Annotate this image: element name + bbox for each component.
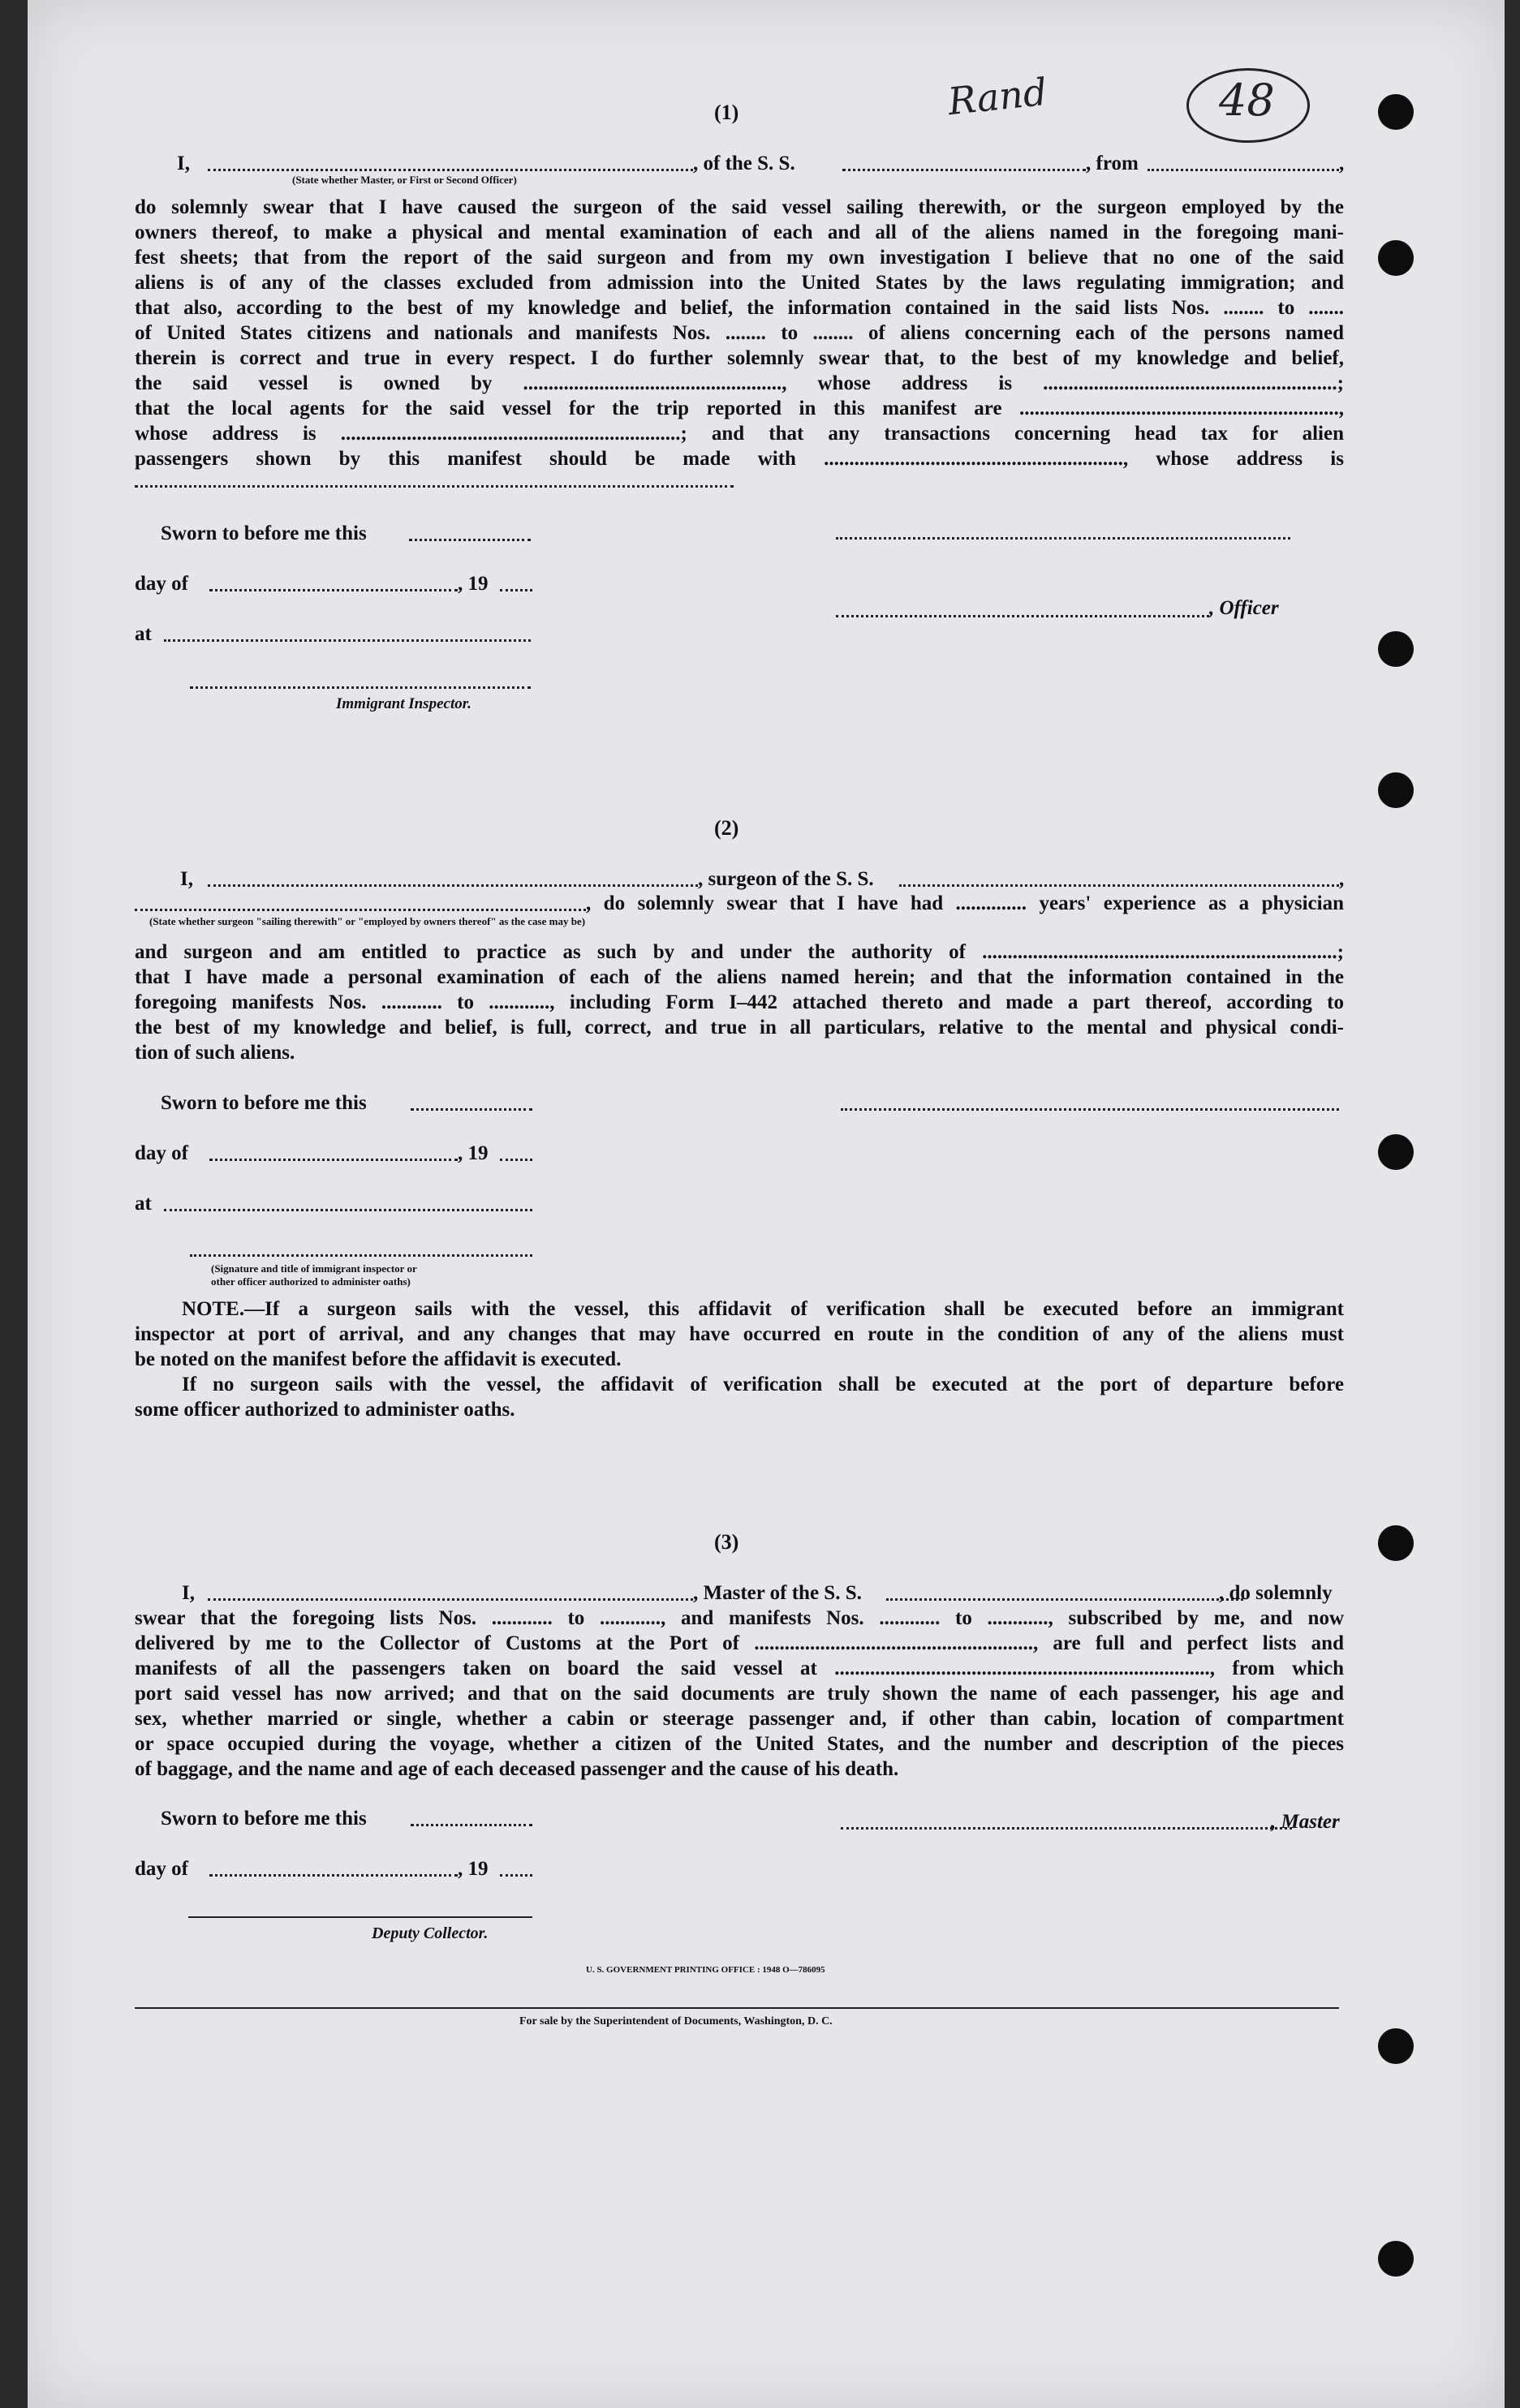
s1-body-line: owners thereof, to make a physical and mental examination of each and all of the aliens named in the foregoing mani- bbox=[135, 221, 1344, 243]
s1-body-line: whose address is ...................................................................; and that any transactions concerning head tax for alien bbox=[135, 423, 1344, 445]
s1-body-line: that the local agents for the said vessel for the trip reported in this manifest are ..............................................................., bbox=[135, 398, 1344, 419]
s1-year-field bbox=[500, 589, 532, 591]
punch-hole-5 bbox=[1378, 1134, 1414, 1170]
s2-body-line: the best of my knowledge and belief, is full, correct, and true in all particulars, relative to the mental and physical condi- bbox=[135, 1017, 1344, 1038]
s1-from: , from bbox=[1086, 153, 1139, 174]
s3-year-field bbox=[500, 1874, 532, 1877]
s3-body-line: swear that the foregoing lists Nos. ............ to ............, and manifests Nos. ............ to ............, subscribed by me, and now bbox=[135, 1607, 1344, 1629]
s2-surgeon-signature-line bbox=[841, 1108, 1339, 1111]
s3-sworn: Sworn to before me this bbox=[161, 1808, 367, 1830]
for-sale-line: For sale by the Superintendent of Documents, Washington, D. C. bbox=[519, 2015, 833, 2027]
s2-body-line: tion of such aliens. bbox=[135, 1042, 295, 1064]
s3-ship-field bbox=[886, 1598, 1243, 1601]
s1-body-line: of United States citizens and nationals and manifests Nos. ........ to ........ of aliens concerning each of the persons named bbox=[135, 322, 1344, 344]
s2-day-of: day of bbox=[135, 1142, 188, 1164]
punch-hole-3 bbox=[1378, 631, 1414, 667]
s1-of-ss: , of the S. S. bbox=[693, 153, 795, 174]
s3-sworn-field bbox=[411, 1824, 532, 1826]
s1-officer-caption: (State whether Master, or First or Second Officer) bbox=[292, 174, 517, 186]
s1-body-line: aliens is of any of the classes excluded from admission into the United States by the laws regulating immigration; and bbox=[135, 272, 1344, 294]
s1-inspector-label: Immigrant Inspector. bbox=[336, 695, 472, 712]
s1-officer-field-2 bbox=[836, 615, 1209, 617]
s3-year: , 19 bbox=[458, 1858, 489, 1880]
s1-day-of: day of bbox=[135, 573, 188, 595]
s2-inspector-signature-line bbox=[190, 1254, 532, 1257]
s3-i: I, bbox=[182, 1582, 195, 1604]
s3-deputy-label: Deputy Collector. bbox=[372, 1924, 489, 1942]
s2-body-line: foregoing manifests Nos. ............ to ............, including Form I–442 attached thereto and made a part thereof, according to bbox=[135, 991, 1344, 1013]
s3-body-line: manifests of all the passengers taken on board the said vessel at .........................................................................., from which bbox=[135, 1658, 1344, 1679]
s2-at: at bbox=[135, 1193, 152, 1215]
s2-end: , bbox=[1339, 868, 1345, 890]
s2-body-line: that I have made a personal examination of each of the aliens named herein; and that the information contained in the bbox=[135, 966, 1344, 988]
s3-master-of-ss: , Master of the S. S. bbox=[693, 1582, 862, 1604]
s1-inspector-signature-line bbox=[190, 686, 531, 689]
s1-body-line: that also, according to the best of my knowledge and belief, the information contained in the said lists Nos. ........ to ....... bbox=[135, 297, 1344, 319]
s2-at-field bbox=[164, 1209, 532, 1211]
s2-surgeon-of-ss: , surgeon of the S. S. bbox=[698, 868, 874, 890]
s1-at-field bbox=[164, 639, 531, 642]
s2-surgeon-name-field bbox=[208, 884, 698, 887]
section-1-number: (1) bbox=[714, 101, 739, 124]
s3-master-signature-line bbox=[841, 1827, 1292, 1830]
s3-master-name-field bbox=[208, 1598, 693, 1601]
s2-sig-caption-2: other officer authorized to administer oaths) bbox=[211, 1275, 411, 1288]
s3-day-field bbox=[209, 1874, 458, 1877]
s2-note-line: NOTE.—If a surgeon sails with the vessel, this affidavit of verification shall be executed before an immigrant bbox=[182, 1298, 1344, 1320]
s2-note-line: inspector at port of arrival, and any changes that may have occurred en route in the condition of any of the aliens must bbox=[135, 1323, 1344, 1345]
s1-day-field bbox=[209, 589, 458, 591]
s1-ship-field bbox=[842, 169, 1086, 171]
form-page bbox=[28, 0, 1505, 2408]
s1-year: , 19 bbox=[458, 573, 489, 595]
s1-officer-label: , Officer bbox=[1209, 597, 1279, 619]
punch-hole-1 bbox=[1378, 94, 1414, 130]
s3-body-line: port said vessel has now arrived; and that on the said documents are truly shown the name of each passenger, his age and bbox=[135, 1683, 1344, 1705]
s3-master-label: , Master bbox=[1271, 1811, 1340, 1833]
s1-officer-signature-line bbox=[836, 537, 1290, 540]
footer-rule bbox=[135, 2007, 1339, 2009]
s1-body-line: therein is correct and true in every respect. I do further solemnly swear that, to the best of my knowledge and belief, bbox=[135, 347, 1344, 369]
s1-sworn-field bbox=[409, 539, 531, 541]
punch-hole-7 bbox=[1378, 2028, 1414, 2064]
printing-office-line: U. S. GOVERNMENT PRINTING OFFICE : 1948 O—786095 bbox=[586, 1965, 825, 1975]
s2-line2: , do solemnly swear that I have had .............. years' experience as a physician bbox=[586, 892, 1344, 914]
s1-body-line: fest sheets; that from the report of the said surgeon and from my own investigation I believe that no one of the said bbox=[135, 247, 1344, 269]
punch-hole-8 bbox=[1378, 2241, 1414, 2277]
s3-body-line: delivered by me to the Collector of Customs at the Port of ......................................................., are full and perfect lists and bbox=[135, 1632, 1344, 1654]
s1-end: , bbox=[1339, 153, 1345, 174]
s1-i: I, bbox=[177, 153, 190, 174]
punch-hole-4 bbox=[1378, 772, 1414, 808]
handwritten-note: Rand bbox=[945, 69, 1049, 124]
s3-body-line: sex, whether married or single, whether a cabin or steerage passenger and, if other than cabin, location of compartment bbox=[135, 1708, 1344, 1730]
s1-from-field bbox=[1148, 169, 1339, 171]
page-number: 48 bbox=[1219, 75, 1275, 126]
s3-body-last-line: of baggage, and the name and age of each deceased passenger and the cause of his death. bbox=[135, 1758, 899, 1780]
s2-sworn-field bbox=[411, 1108, 532, 1111]
punch-hole-2 bbox=[1378, 240, 1414, 276]
s3-body-line: or space occupied during the voyage, whether a citizen of the United States, and the number and description of the pieces bbox=[135, 1733, 1344, 1755]
s2-body-line: and surgeon and am entitled to practice as such by and under the authority of ......................................................................; bbox=[135, 941, 1344, 963]
s2-note2-line: some officer authorized to administer oaths. bbox=[135, 1399, 515, 1421]
s2-surgeon-caption: (State whether surgeon "sailing therewith" or "employed by owners thereof" as the case may be) bbox=[149, 915, 586, 927]
s2-day-field bbox=[209, 1159, 458, 1161]
s2-surgeon-type-field bbox=[135, 909, 586, 911]
punch-hole-6 bbox=[1378, 1525, 1414, 1561]
s2-year: , 19 bbox=[458, 1142, 489, 1164]
s1-officer-field bbox=[208, 169, 693, 171]
s3-deputy-signature-line bbox=[188, 1916, 532, 1918]
s2-note2-line: If no surgeon sails with the vessel, the affidavit of verification shall be executed at the port of departure before bbox=[182, 1374, 1344, 1395]
s3-day-of: day of bbox=[135, 1858, 188, 1880]
section-3-number: (3) bbox=[714, 1530, 739, 1554]
s1-body-line: the said vessel is owned by ..................................................., whose address is ..........................................................; bbox=[135, 372, 1344, 394]
s1-sworn: Sworn to before me this bbox=[161, 522, 367, 544]
s1-body-line: passengers shown by this manifest should be made with ..........................................................., whose address is bbox=[135, 448, 1344, 470]
s1-at: at bbox=[135, 623, 152, 645]
s2-year-field bbox=[500, 1159, 532, 1161]
section-2-number: (2) bbox=[714, 816, 739, 840]
s1-body-line: do solemnly swear that I have caused the surgeon of the said vessel sailing therewith, or the surgeon employed by the bbox=[135, 196, 1344, 218]
s3-line1-end: , do solemnly bbox=[1219, 1582, 1333, 1604]
s2-i: I, bbox=[180, 868, 193, 890]
s2-ship-field bbox=[899, 884, 1339, 887]
s2-note-line: be noted on the manifest before the affidavit is executed. bbox=[135, 1348, 622, 1370]
s2-sworn: Sworn to before me this bbox=[161, 1092, 367, 1114]
s2-sig-caption-1: (Signature and title of immigrant inspector or bbox=[211, 1262, 417, 1275]
s1-address-continuation bbox=[135, 485, 734, 488]
